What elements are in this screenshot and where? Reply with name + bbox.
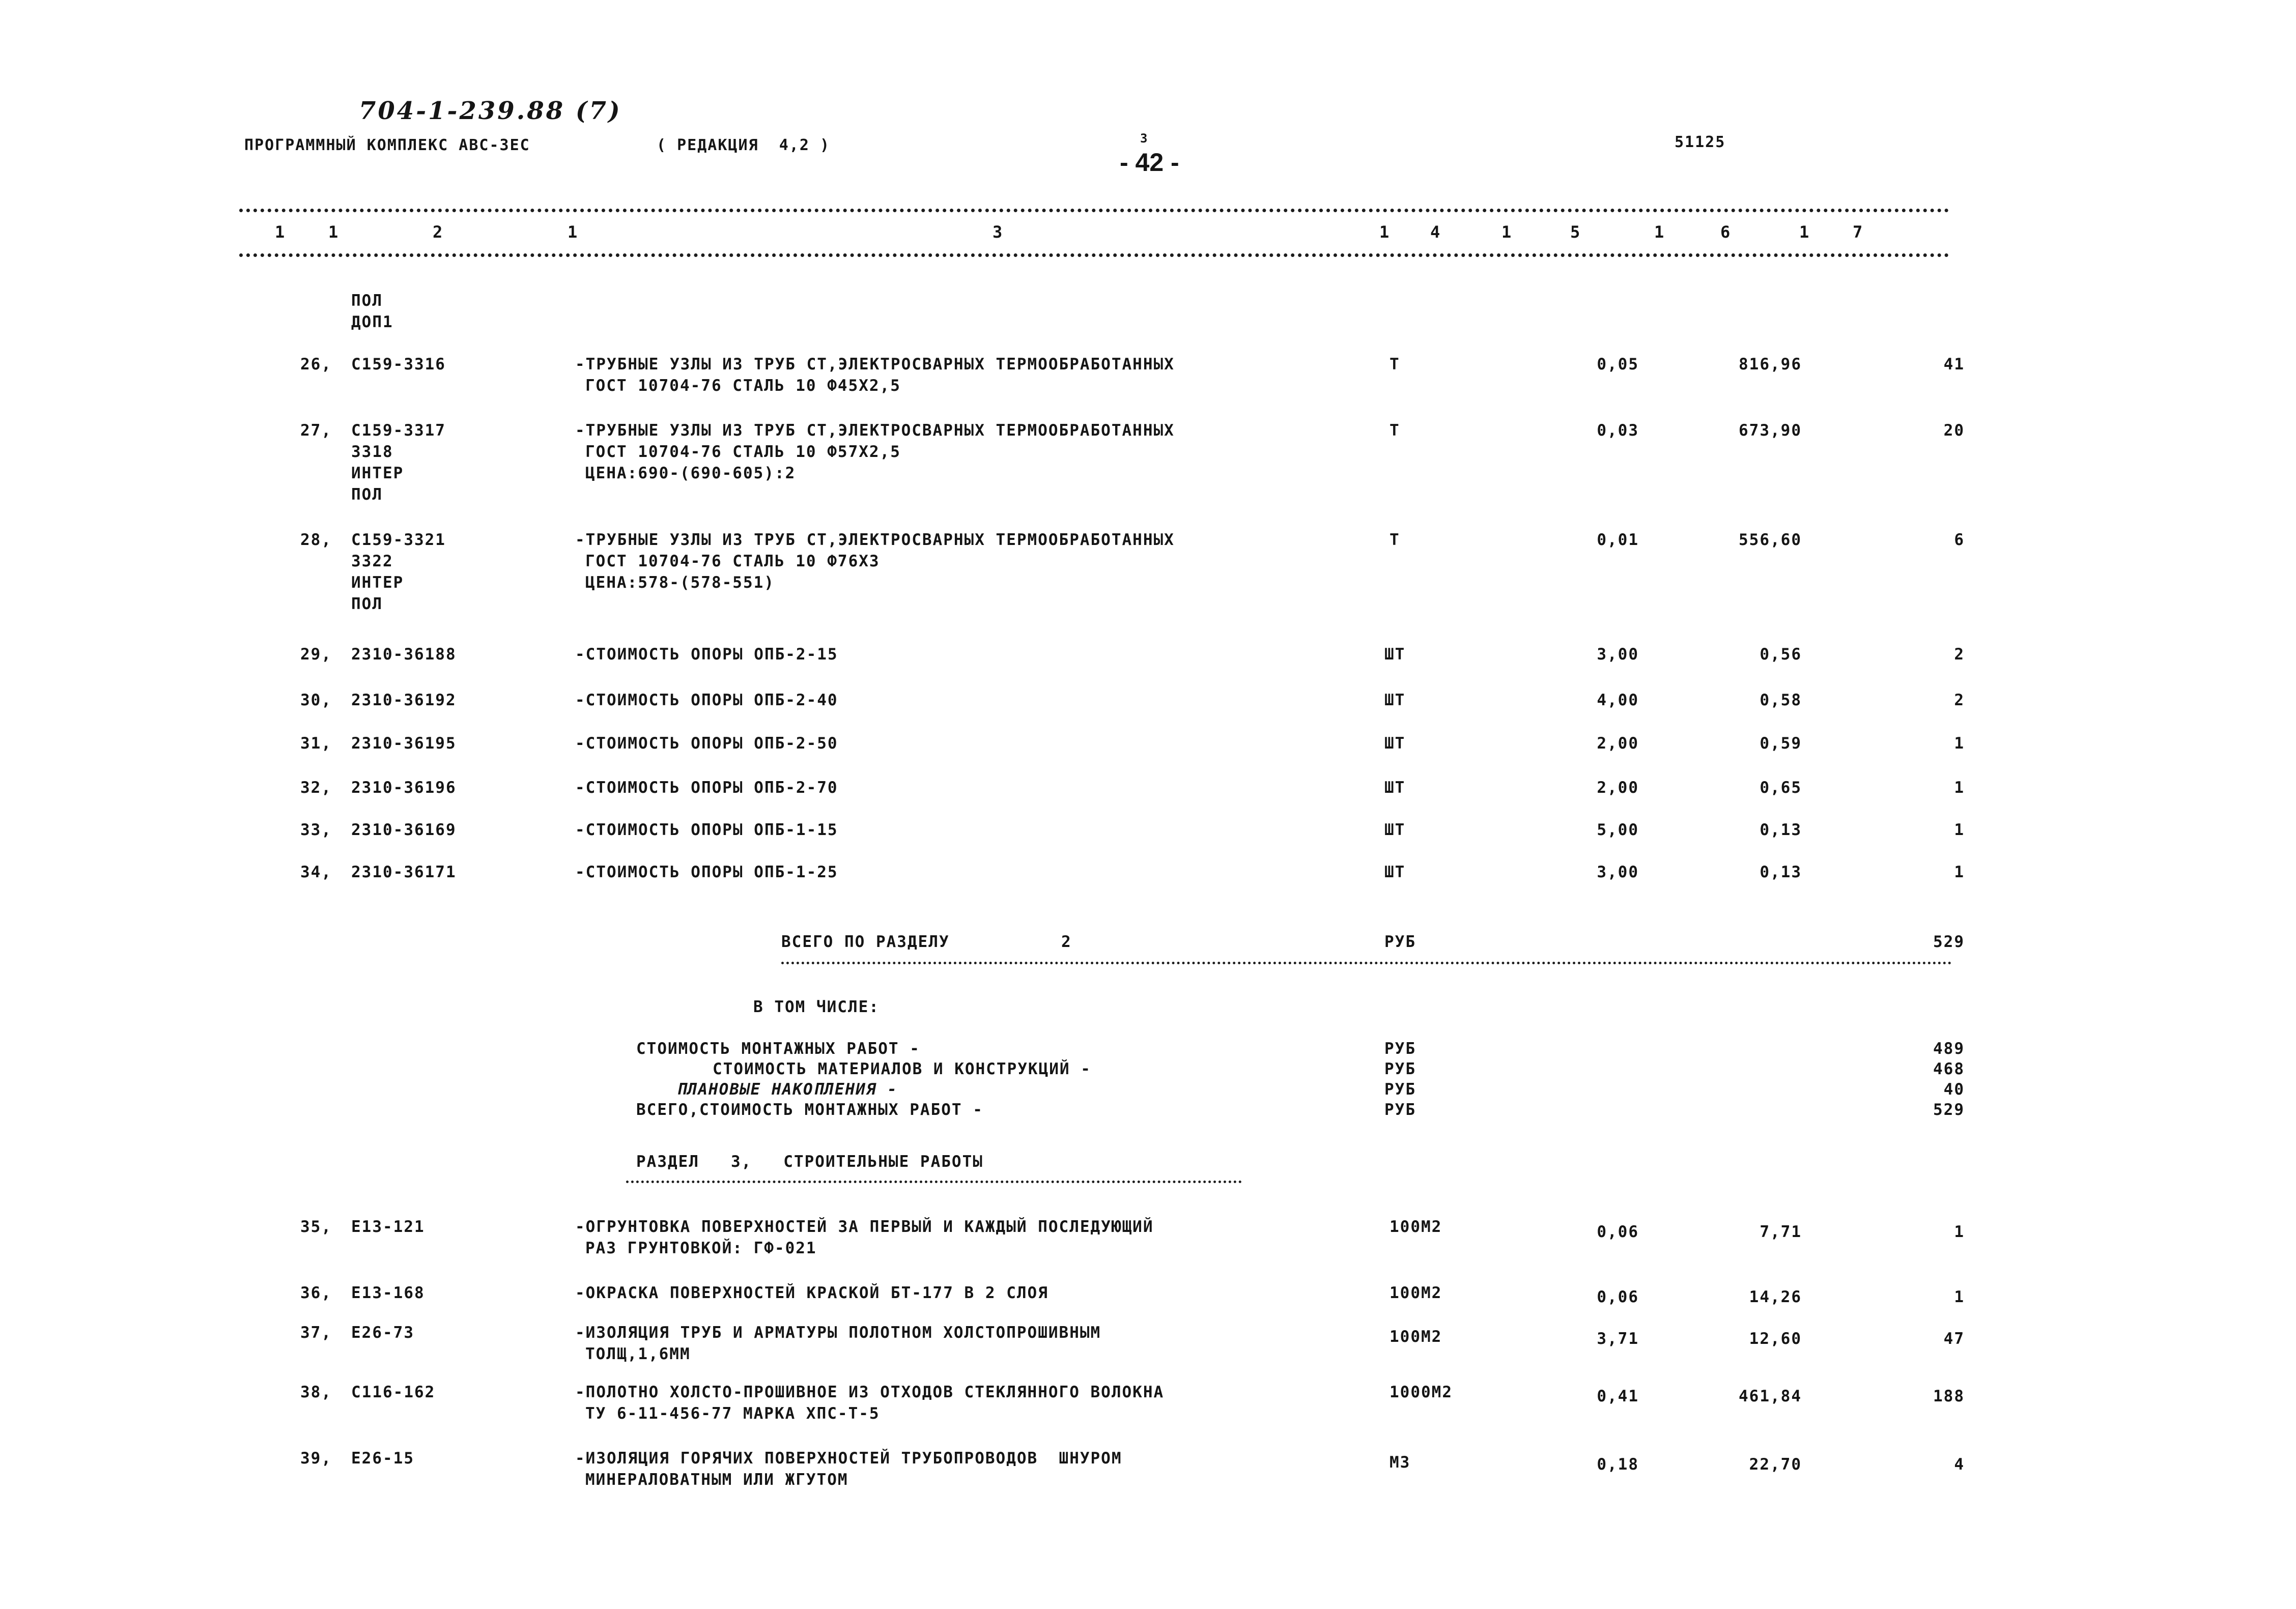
row-unit: Т — [1390, 355, 1400, 373]
row-price: 22,70 — [1749, 1455, 1802, 1474]
including-item-label: ВСЕГО,СТОИМОСТЬ МОНТАЖНЫХ РАБОТ - — [636, 1101, 983, 1119]
row-total: 41 — [1943, 355, 1965, 373]
row-name: ЦЕНА:578-(578-551) — [585, 573, 775, 592]
row-name: ГОСТ 10704-76 СТАЛЬ 10 Ф57Х2,5 — [585, 443, 901, 461]
section-total-unit: РУБ — [1384, 933, 1416, 951]
including-item-unit: РУБ — [1384, 1080, 1416, 1099]
row-name: -СТОИМОСТЬ ОПОРЫ ОПБ-2-50 — [575, 734, 838, 753]
row-qty: 3,71 — [1597, 1330, 1639, 1348]
row-unit: ШТ — [1384, 779, 1406, 797]
section-total-value: 529 — [1933, 933, 1965, 951]
row-price: 0,58 — [1760, 691, 1802, 709]
column-separator: 1 — [275, 222, 285, 242]
row-code: Е26-15 — [351, 1449, 414, 1468]
row-total: 188 — [1933, 1387, 1965, 1405]
row-price: 0,56 — [1760, 645, 1802, 664]
row-price: 556,60 — [1739, 531, 1802, 549]
row-name: -СТОИМОСТЬ ОПОРЫ ОПБ-2-15 — [575, 645, 838, 664]
row-unit: ШТ — [1384, 734, 1406, 753]
including-item-value: 529 — [1933, 1101, 1965, 1119]
including-item-label: СТОИМОСТЬ МОНТАЖНЫХ РАБОТ - — [636, 1040, 920, 1058]
row-price: 0,13 — [1760, 863, 1802, 881]
row-number: 35, — [300, 1218, 332, 1236]
row-number: 27, — [300, 421, 332, 440]
row-unit: Т — [1390, 531, 1400, 549]
column-separator: 1 — [1501, 222, 1512, 242]
row-total: 1 — [1954, 863, 1965, 881]
row-code: С159-3316 — [351, 355, 446, 373]
row-code: ИНТЕР — [351, 464, 404, 482]
section-heading: РАЗДЕЛ 3, СТРОИТЕЛЬНЫЕ РАБОТЫ — [636, 1153, 983, 1171]
row-total: 1 — [1954, 1223, 1965, 1241]
including-item-value: 468 — [1933, 1060, 1965, 1078]
row-unit: 100М2 — [1390, 1284, 1442, 1302]
row-total: 2 — [1954, 645, 1965, 664]
including-item-label: СТОИМОСТЬ МАТЕРИАЛОВ И КОНСТРУКЦИЙ - — [713, 1060, 1091, 1078]
row-number: 36, — [300, 1284, 332, 1302]
row-name: ТУ 6-11-456-77 МАРКА ХПС-Т-5 — [585, 1404, 880, 1423]
row-code: С159-3317 — [351, 421, 446, 440]
row-unit: ШТ — [1384, 645, 1406, 664]
row-number: 32, — [300, 779, 332, 797]
row-number: 33, — [300, 821, 332, 839]
column-separator: 1 — [568, 222, 578, 242]
column-number-4: 4 — [1430, 222, 1440, 242]
row-code: 3318 — [351, 443, 393, 461]
including-item-unit: РУБ — [1384, 1040, 1416, 1058]
row-qty: 0,06 — [1597, 1223, 1639, 1241]
row-number: 26, — [300, 355, 332, 373]
row-name: -СТОИМОСТЬ ОПОРЫ ОПБ-1-25 — [575, 863, 838, 881]
row-number: 30, — [300, 691, 332, 709]
row-code: ИНТЕР — [351, 573, 404, 592]
row-code: ПОЛ — [351, 485, 383, 504]
row-total: 1 — [1954, 779, 1965, 797]
row-unit: ШТ — [1384, 821, 1406, 839]
column-number-5: 5 — [1570, 222, 1580, 242]
including-item-value: 40 — [1943, 1080, 1965, 1099]
row-name: -ТРУБНЫЕ УЗЛЫ ИЗ ТРУБ СТ,ЭЛЕКТРОСВАРНЫХ ТЕРМООБРАБОТАННЫХ — [575, 355, 1175, 373]
column-separator: 1 — [328, 222, 338, 242]
column-number-3: 3 — [993, 222, 1003, 242]
including-item-unit: РУБ — [1384, 1101, 1416, 1119]
row-total: 47 — [1943, 1330, 1965, 1348]
row-number: 31, — [300, 734, 332, 753]
row-qty: 5,00 — [1597, 821, 1639, 839]
sheet-mark: 3 — [1140, 131, 1149, 146]
row-price: 461,84 — [1739, 1387, 1802, 1405]
row-price: 0,13 — [1760, 821, 1802, 839]
row-name: ТОЛЩ,1,6ММ — [585, 1345, 691, 1363]
row-number: 29, — [300, 645, 332, 664]
row-name: -ОГРУНТОВКА ПОВЕРХНОСТЕЙ ЗА ПЕРВЫЙ И КАЖДЫЙ ПОСЛЕДУЮЩИЙ — [575, 1218, 1154, 1236]
section-total-rule — [781, 962, 1952, 964]
row-qty: 0,06 — [1597, 1288, 1639, 1306]
including-item-unit: РУБ — [1384, 1060, 1416, 1078]
row-code: 2310-36169 — [351, 821, 457, 839]
row-unit: 100М2 — [1390, 1218, 1442, 1236]
column-number-7: 7 — [1853, 222, 1863, 242]
row-total: 6 — [1954, 531, 1965, 549]
row-qty: 4,00 — [1597, 691, 1639, 709]
row-name: ГОСТ 10704-76 СТАЛЬ 10 Ф76Х3 — [585, 552, 880, 570]
row-unit: М3 — [1390, 1453, 1411, 1472]
row-qty: 3,00 — [1597, 645, 1639, 664]
row-name: МИНЕРАЛОВАТНЫМ ИЛИ ЖГУТОМ — [585, 1471, 848, 1489]
document-number: 51125 — [1675, 133, 1726, 151]
row-name: -ПОЛОТНО ХОЛСТО-ПРОШИВНОЕ ИЗ ОТХОДОВ СТЕКЛЯННОГО ВОЛОКНА — [575, 1383, 1165, 1401]
row-qty: 0,18 — [1597, 1455, 1639, 1474]
including-item-label: ПЛАНОВЫЕ НАКОПЛЕНИЯ - — [677, 1080, 898, 1099]
top-line: ПОЛ — [351, 292, 383, 310]
row-unit: ШТ — [1384, 863, 1406, 881]
row-number: 28, — [300, 531, 332, 549]
row-name: -СТОИМОСТЬ ОПОРЫ ОПБ-2-70 — [575, 779, 838, 797]
row-total: 2 — [1954, 691, 1965, 709]
row-number: 39, — [300, 1449, 332, 1468]
row-unit: 1000М2 — [1390, 1383, 1453, 1401]
row-name: -ИЗОЛЯЦИЯ ГОРЯЧИХ ПОВЕРХНОСТЕЙ ТРУБОПРОВОДОВ ШНУРОМ — [575, 1449, 1122, 1468]
row-price: 14,26 — [1749, 1288, 1802, 1306]
row-code: 2310-36171 — [351, 863, 457, 881]
row-qty: 0,41 — [1597, 1387, 1639, 1405]
row-qty: 0,03 — [1597, 421, 1639, 440]
header-bottom-rule — [239, 253, 1949, 257]
column-separator: 1 — [1654, 222, 1664, 242]
row-number: 37, — [300, 1324, 332, 1342]
row-total: 20 — [1943, 421, 1965, 440]
column-separator: 1 — [1799, 222, 1809, 242]
row-code: 2310-36188 — [351, 645, 457, 664]
row-number: 38, — [300, 1383, 332, 1401]
row-qty: 0,01 — [1597, 531, 1639, 549]
row-code: 2310-36192 — [351, 691, 457, 709]
row-name: ЦЕНА:690-(690-605):2 — [585, 464, 796, 482]
edition-label: ( РЕДАКЦИЯ 4,2 ) — [657, 136, 831, 154]
row-code: 3322 — [351, 552, 393, 570]
top-line: ДОП1 — [351, 313, 393, 331]
row-unit: ШТ — [1384, 691, 1406, 709]
page-number: - 42 - — [1120, 148, 1179, 177]
column-number-2: 2 — [433, 222, 443, 242]
row-total: 1 — [1954, 734, 1965, 753]
section-heading-rule — [626, 1181, 1242, 1183]
row-name: -ИЗОЛЯЦИЯ ТРУБ И АРМАТУРЫ ПОЛОТНОМ ХОЛСТОПРОШИВНЫМ — [575, 1324, 1101, 1342]
row-code: С159-3321 — [351, 531, 446, 549]
row-name: -СТОИМОСТЬ ОПОРЫ ОПБ-1-15 — [575, 821, 838, 839]
row-code: Е13-168 — [351, 1284, 425, 1302]
row-code: 2310-36195 — [351, 734, 457, 753]
row-code: С116-162 — [351, 1383, 436, 1401]
row-code: ПОЛ — [351, 595, 383, 613]
row-qty: 3,00 — [1597, 863, 1639, 881]
row-name: -ОКРАСКА ПОВЕРХНОСТЕЙ КРАСКОЙ БТ-177 В 2 СЛОЯ — [575, 1284, 1048, 1302]
row-qty: 0,05 — [1597, 355, 1639, 373]
row-price: 0,59 — [1760, 734, 1802, 753]
row-price: 12,60 — [1749, 1330, 1802, 1348]
row-total: 1 — [1954, 821, 1965, 839]
row-code: Е26-73 — [351, 1324, 414, 1342]
row-code: 2310-36196 — [351, 779, 457, 797]
row-code: Е13-121 — [351, 1218, 425, 1236]
section-total-number: 2 — [1061, 933, 1072, 951]
column-number-6: 6 — [1720, 222, 1731, 242]
column-separator: 1 — [1379, 222, 1390, 242]
including-label: В ТОМ ЧИСЛЕ: — [753, 998, 880, 1016]
header-top-rule — [239, 209, 1949, 212]
row-unit: 100М2 — [1390, 1328, 1442, 1346]
row-total: 1 — [1954, 1288, 1965, 1306]
row-price: 0,65 — [1760, 779, 1802, 797]
row-name: ГОСТ 10704-76 СТАЛЬ 10 Ф45Х2,5 — [585, 377, 901, 395]
handwritten-code: 704-1-239.88 (7) — [359, 97, 622, 125]
row-name: -ТРУБНЫЕ УЗЛЫ ИЗ ТРУБ СТ,ЭЛЕКТРОСВАРНЫХ ТЕРМООБРАБОТАННЫХ — [575, 421, 1175, 440]
row-name: РАЗ ГРУНТОВКОЙ: ГФ-021 — [585, 1239, 817, 1257]
row-name: -ТРУБНЫЕ УЗЛЫ ИЗ ТРУБ СТ,ЭЛЕКТРОСВАРНЫХ ТЕРМООБРАБОТАННЫХ — [575, 531, 1175, 549]
program-title: ПРОГРАММНЫЙ КОМПЛЕКС АВС-ЗЕС — [244, 136, 530, 154]
row-price: 7,71 — [1760, 1223, 1802, 1241]
row-price: 816,96 — [1739, 355, 1802, 373]
including-item-value: 489 — [1933, 1040, 1965, 1058]
row-unit: Т — [1390, 421, 1400, 440]
row-qty: 2,00 — [1597, 779, 1639, 797]
row-qty: 2,00 — [1597, 734, 1639, 753]
row-name: -СТОИМОСТЬ ОПОРЫ ОПБ-2-40 — [575, 691, 838, 709]
row-total: 4 — [1954, 1455, 1965, 1474]
row-number: 34, — [300, 863, 332, 881]
section-total-label: ВСЕГО ПО РАЗДЕЛУ — [781, 933, 950, 951]
row-price: 673,90 — [1739, 421, 1802, 440]
